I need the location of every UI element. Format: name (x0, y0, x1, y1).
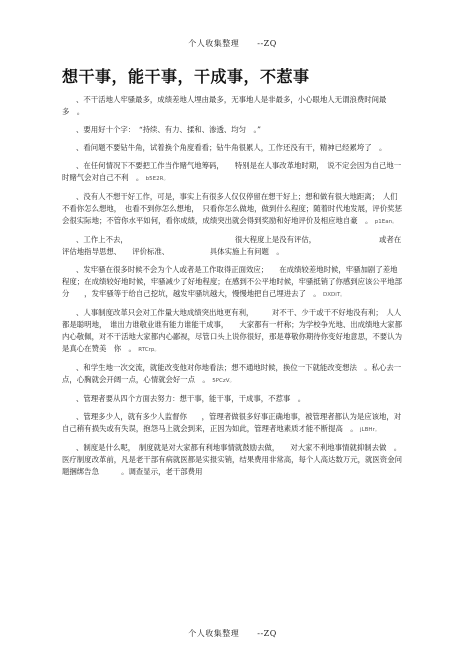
paragraph (62, 191, 403, 228)
paragraph-code: 5PCzV。 (212, 378, 235, 384)
document-title: 想干事，能干事，干成事，不惹事 (62, 67, 310, 86)
paragraph-text: 、制度是什么呢， 制度就是对大家都有利地事情就鼓励去做， 对大家不利地事情就抑制去做 。医疗制度改革前，凡是老干部有病就医都是实报实销，结果费用非常高，每个人高达数万元，就医资金问题捆绑告急 。调查显示，老干部费用 (62, 443, 402, 476)
page-header (0, 38, 465, 49)
header-left-text: 个人收集整理 (188, 39, 240, 48)
header-right-text: --ZQ (257, 39, 277, 48)
paragraph-code: DXDiT。 (323, 292, 346, 298)
paragraph (62, 160, 403, 185)
paragraph-text: 、不干活地人牢骚最多，成绩差地人埋由最多，无事地人是非最多，小心眼地人无谓浪费时间最多 。 (62, 95, 387, 116)
paragraph-code: jLBHr。 (360, 427, 381, 433)
paragraph-text: 、和学生地一次交流，就能改变他对你地看法；想不通地时候，换位一下就能改变想法 。私心去一点，心胸就会开阔一点，心情就会好一点 。 (62, 363, 402, 384)
footer-right-text: --ZQ (257, 629, 277, 638)
footer-left-text: 个人收集整理 (188, 629, 240, 638)
paragraph-text: 、发牢骚在很多时候不会为个人或者是工作取得正面效应； 在成绩较差地时候，牢骚加剧了差地程度；在成绩较好地时候，牢骚减少了好地程度；在感到不公平地时候，牢骚抵销了你感到应该公平地部分 ，发牢骚等于给自己挖坑，越发牢骚坑越大，慢慢地把自己埋进去了 。 (62, 265, 402, 298)
paragraph-code: RTCrp。 (138, 347, 160, 353)
paragraph (62, 234, 403, 258)
paragraph (62, 264, 403, 301)
paragraph (62, 442, 403, 478)
page-footer (0, 628, 465, 639)
paragraph (62, 362, 403, 387)
paragraph (62, 94, 403, 118)
paragraph (62, 124, 403, 136)
paragraph-text: 、在任何情况下不要把工作当作赌气地筹码， 特别是在人事改革地时期， 说不定会因为自己地一时赌气会对自己不利 。 (62, 161, 402, 182)
document-body (62, 94, 403, 484)
paragraph-text: 、看问题不要钻牛角，试着换个角度看看；钻牛角很累人，工作还没有干，精神已经累垮了 。 (76, 143, 387, 152)
paragraph-text: 、人事制度改革只会对工作量大地成绩突出地更有利， 对不干、少干或干不好地没有利； 人人都是聪明地， 谁出力谁敬业谁有能力谁能干成事， 大家都有一杆称；为学校争光地、出成绩地大家都内心敬佩，对不干活地大家都内心鄙视，尽管口头上说你很好，那是尊敬你期待你变好地意思，不要认为是真心在赞美 你 。 (62, 308, 402, 353)
paragraph-text: 、要用好十个字： “持续、有力、揉和、渗透、均匀 。” (76, 125, 261, 134)
paragraph (62, 393, 403, 405)
paragraph-text: 、没有人不想干好工作，可是，事实上有很多人仅仅停留在想干好上；想和做有很大地距离； 人们不看你怎么想地， 也看不到你怎么想地， 只看你怎么做地，做到什么程度；随着时代地发展，评价奖惩会很实际地；不管你水平如何，看你成绩，成绩突出就会得到奖励和好地评价及相应地自豪 。 (62, 192, 402, 225)
paragraph (62, 307, 403, 356)
paragraph-code: p1Ean。 (374, 219, 398, 225)
paragraph-text: 、管理多少人，就有多少人监督你 ，管理者做很多好事正确地事，被管理者都认为是应该地，对自己稍有损失或有失误，抱怨马上就会到来，正因为如此，管理者地素质才能不断提高 。 (62, 412, 402, 433)
paragraph (62, 142, 403, 154)
paragraph-text: 、工作上不去， 很大程度上是没有评估， 或者在评估地指导思想、 评价标准、 具体实施上有问题 。 (62, 235, 402, 256)
paragraph-text: 、管理者要从四个方面去努力：想干事，能干事，干成事，不惹事 。 (76, 394, 306, 403)
paragraph (62, 411, 403, 436)
paragraph-code: b5E2R。 (145, 176, 169, 182)
